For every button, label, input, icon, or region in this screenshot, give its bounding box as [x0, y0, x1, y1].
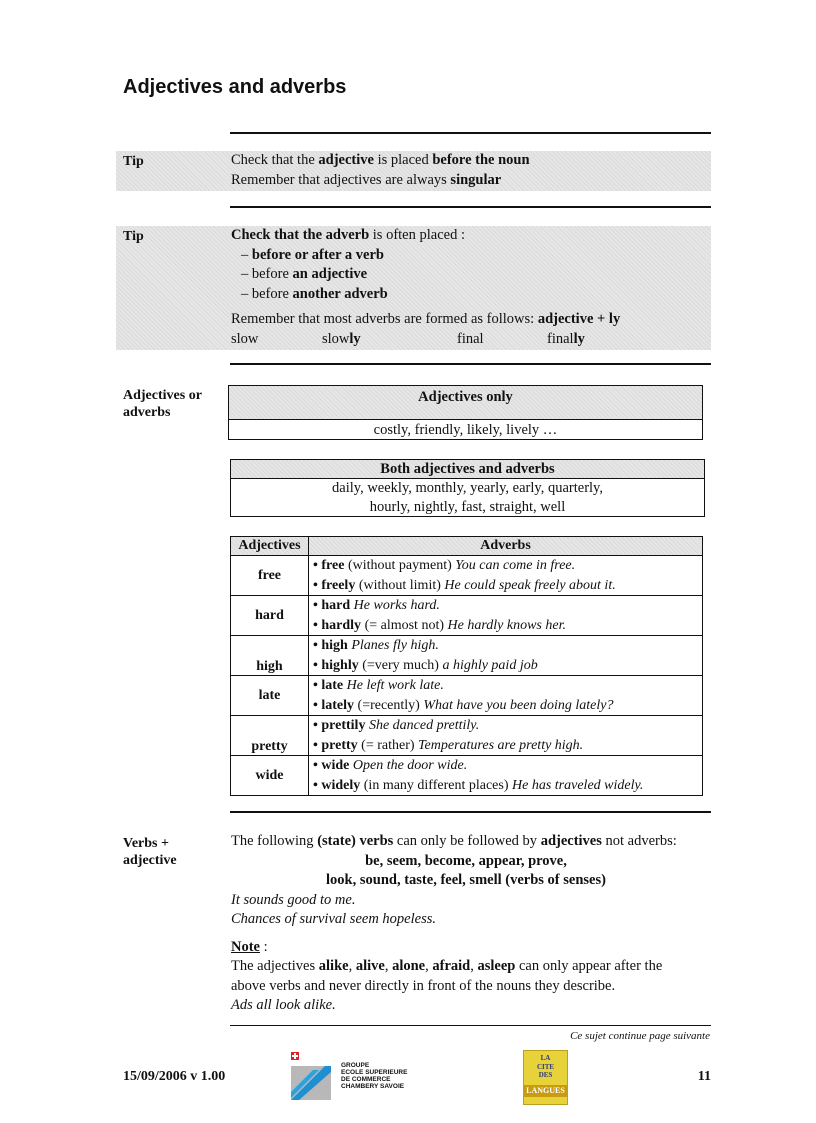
example-word: slowly: [322, 330, 361, 347]
adjectives-only-list: costly, friendly, likely, lively …: [373, 422, 558, 438]
school-logo: [285, 1052, 425, 1102]
tip2-item: – before another adverb: [241, 285, 388, 302]
adjectives-adverbs-table: [230, 536, 703, 796]
adjectives-only-box: [228, 385, 703, 440]
adverbs-cell: • high Planes fly high. • highly (=very much) a highly paid job: [308, 636, 702, 676]
tip2-label: Tip: [123, 229, 144, 244]
example-sentence: Ads all look alike.: [231, 997, 336, 1013]
note-line1: The adjectives alike, alive, alone, afraid, asleep can only appear after the: [231, 958, 663, 974]
both-header: Both adjectives and adverbs: [231, 460, 704, 479]
continue-note: Ce sujet continue page suivante: [570, 1030, 710, 1042]
school-logo-mark: [285, 1052, 335, 1102]
verbs-label: Verbs + adjective: [123, 836, 177, 868]
table-row: [231, 756, 703, 796]
note-line2: above verbs and never directly in front of the nouns they describe.: [231, 977, 616, 994]
tip1-line1: Check that the adjective is placed before the noun: [231, 152, 530, 168]
note-heading: Note :: [231, 938, 268, 955]
adverbs-cell: • free (without payment) You can come in free. • freely (without limit) He could speak freely about it.: [308, 556, 702, 596]
school-logo-text: GROUPE ECOLE SUPERIEURE DE COMMERCE CHAMBERY SAVOIE: [341, 1062, 408, 1090]
example-sentence: It sounds good to me.: [231, 891, 356, 908]
divider: [230, 206, 711, 208]
tip2-item: – before or after a verb: [241, 246, 384, 263]
column-header: Adverbs: [308, 537, 702, 556]
tip2-content: [231, 226, 701, 349]
divider: [230, 132, 711, 134]
tip1-content: [231, 151, 701, 190]
verbs-intro: The following (state) verbs can only be followed by adjectives not adverbs:: [231, 833, 677, 849]
both-list-line2: hourly, nightly, fast, straight, well: [369, 499, 566, 515]
table-row: [231, 556, 703, 596]
tip1-line2: Remember that adjectives are always singular: [231, 171, 502, 188]
both-box: [230, 459, 705, 517]
table-row: [231, 636, 703, 676]
footer-rule: [230, 1025, 711, 1026]
table-row: [231, 596, 703, 636]
page-number: 11: [697, 1069, 711, 1084]
adjective-cell: high: [231, 636, 309, 676]
verbs-content: [231, 832, 711, 1016]
divider: [230, 811, 711, 813]
adj-adv-label: Adjectives or adverbs: [123, 388, 202, 420]
cite-des-langues-logo: LA CITE DES LANGUES: [523, 1050, 568, 1105]
footer-date: 15/09/2006 v 1.00: [123, 1069, 226, 1084]
tip1-label: Tip: [123, 154, 144, 169]
table-row: [231, 716, 703, 756]
tip2-rule: Remember that most adverbs are formed as follows: adjective + ly: [231, 311, 621, 327]
verbs-list-1: be, seem, become, appear, prove,: [365, 852, 567, 869]
adverbs-cell: • prettily She danced prettily. • pretty (= rather) Temperatures are pretty high.: [308, 716, 702, 756]
adjective-cell: late: [231, 676, 309, 716]
adjective-cell: pretty: [231, 716, 309, 756]
example-sentence: Chances of survival seem hopeless.: [231, 911, 436, 927]
column-header: Adjectives: [231, 537, 309, 556]
example-word: slow: [231, 330, 259, 347]
table-row: [231, 676, 703, 716]
page-title: Adjectives and adverbs: [123, 76, 347, 98]
adverbs-cell: • late He left work late. • lately (=recently) What have you been doing lately?: [308, 676, 702, 716]
tip2-line1: Check that the adverb is often placed :: [231, 227, 465, 243]
example-word: finally: [547, 330, 585, 347]
example-word: final: [457, 330, 484, 347]
both-list-line1: daily, weekly, monthly, yearly, early, quarterly,: [332, 480, 603, 496]
table-header-row: [231, 537, 703, 556]
adverbs-cell: • hard He works hard. • hardly (= almost not) He hardly knows her.: [308, 596, 702, 636]
adjective-cell: free: [231, 556, 309, 596]
tip2-item: – before an adjective: [241, 266, 368, 282]
adverbs-cell: • wide Open the door wide. • widely (in many different places) He has traveled widely.: [308, 756, 702, 796]
verbs-list-2: look, sound, taste, feel, smell (verbs of senses): [326, 872, 606, 888]
divider: [230, 363, 711, 365]
adjective-cell: wide: [231, 756, 309, 796]
adjective-cell: hard: [231, 596, 309, 636]
adjectives-only-header: Adjectives only: [229, 386, 702, 420]
tip2-examples: [231, 330, 701, 349]
